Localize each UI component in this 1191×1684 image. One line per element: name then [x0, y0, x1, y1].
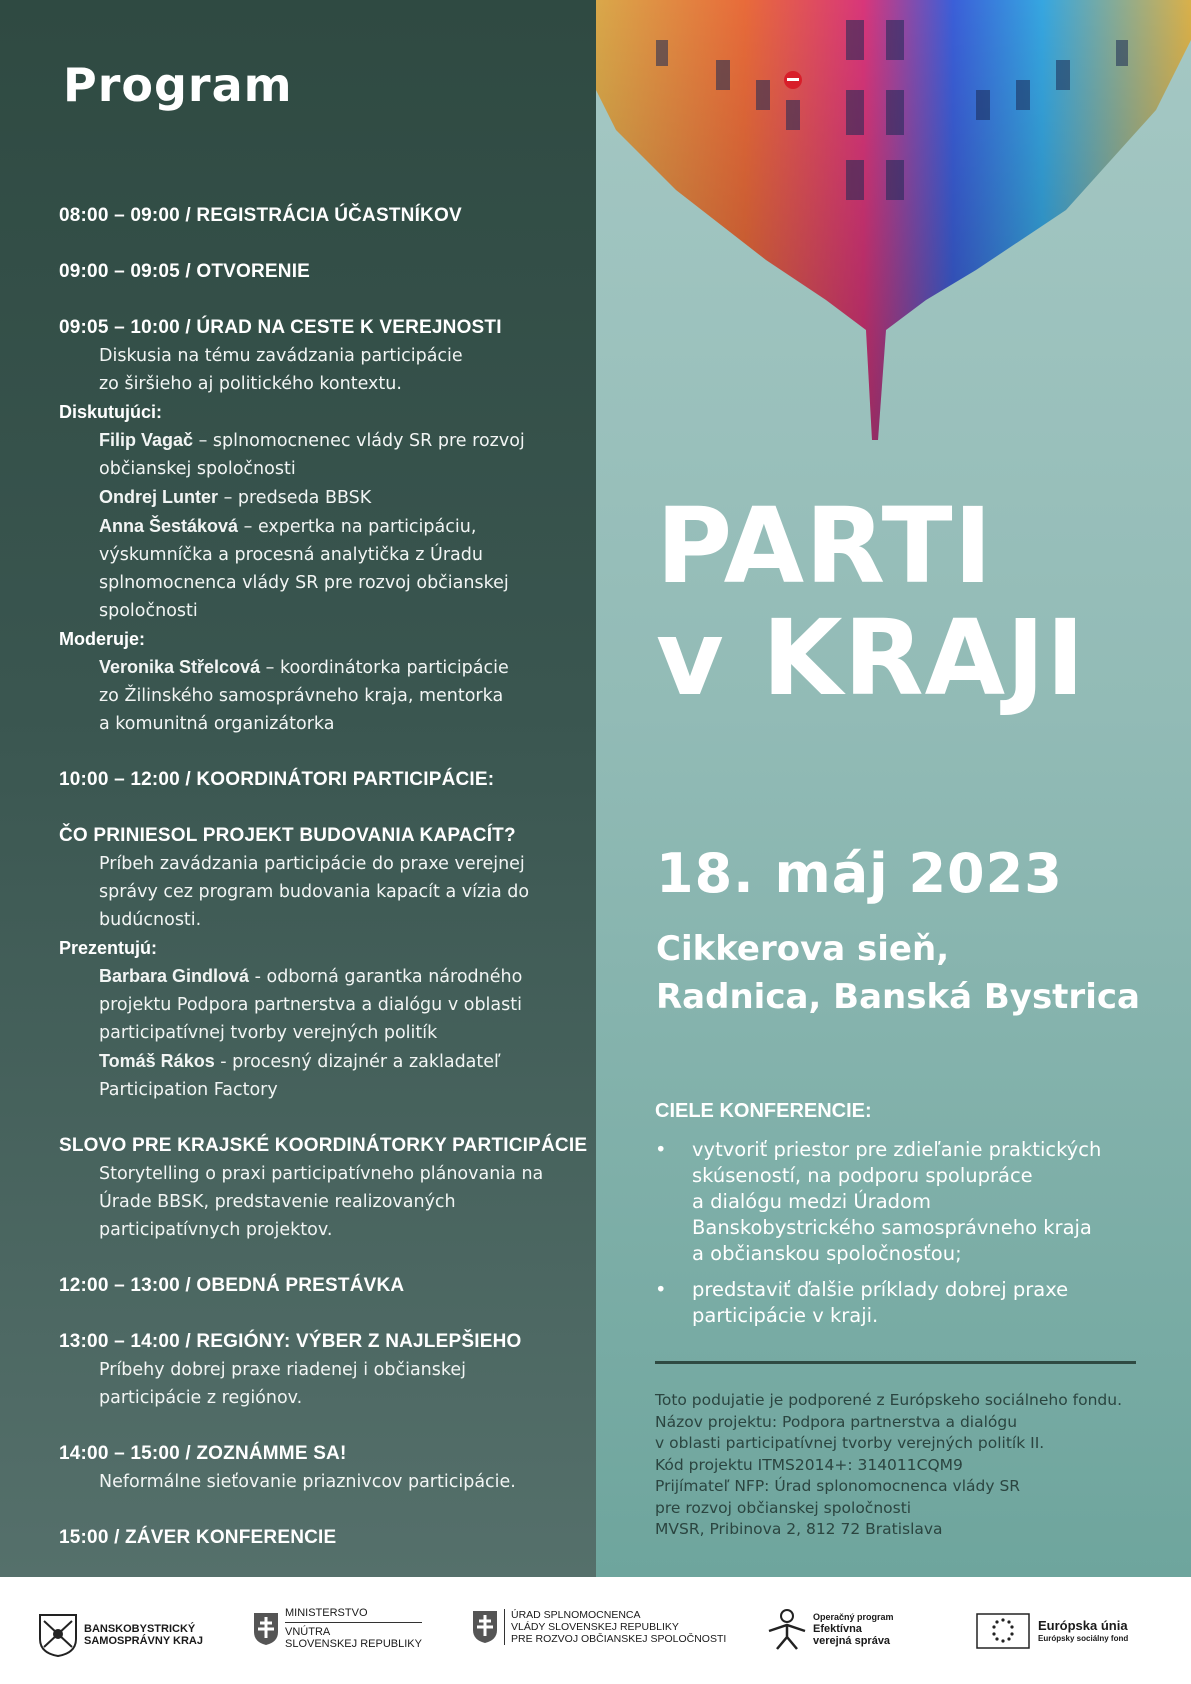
- person-line: [99, 710, 579, 738]
- role-label: Prezentujú:: [59, 938, 158, 958]
- description-line: participatívnych projektov.: [99, 1220, 333, 1240]
- goal-line: vytvoriť priestor pre zdieľanie praktických: [692, 1138, 1102, 1161]
- description-line: zo širšieho aj politického kontextu.: [99, 374, 402, 394]
- person-role: a komunitná organizátorka: [99, 714, 335, 734]
- ministry-logo-line-3: SLOVENSKEJ REPUBLIKY: [285, 1638, 422, 1650]
- funding-line: MVSR, Pribinova 2, 812 72 Bratislava: [655, 1520, 943, 1538]
- goals-title: CIELE KONFERENCIE:: [655, 1100, 872, 1122]
- role-label: Moderuje:: [59, 629, 146, 649]
- program-item-heading: 14:00 – 15:00 / ZOZNÁMME SA!: [59, 1443, 347, 1464]
- program-item-heading: SLOVO PRE KRAJSKÉ KOORDINÁTORKY PARTICIPÁCIE: [59, 1135, 588, 1156]
- program-item-heading: 13:00 – 14:00 / REGIÓNY: VÝBER Z NAJLEPŠIEHO: [59, 1331, 522, 1352]
- person-role: participatívnej tvorby verejných politík: [99, 1023, 438, 1043]
- event-date: 18. máj 2023: [656, 842, 1063, 905]
- eu-logo: [976, 1613, 1128, 1649]
- program-item: [59, 258, 579, 286]
- person-name: Ondrej Lunter: [99, 487, 219, 507]
- goal-item: [655, 1277, 1175, 1329]
- program-item-heading: 09:05 – 10:00 / ÚRAD NA CESTE K VEREJNOSTI: [59, 317, 502, 338]
- urad-logo-line-2: VLÁDY SLOVENSKEJ REPUBLIKY: [511, 1621, 679, 1633]
- goal-line: predstaviť ďalšie príklady dobrej praxe: [692, 1278, 1069, 1301]
- person-name: Barbara Gindlová: [99, 966, 250, 986]
- partner-logos: [0, 1577, 1191, 1684]
- program-item: [59, 1272, 579, 1300]
- slovak-cross-icon: [253, 1612, 279, 1646]
- event-title: [656, 485, 1086, 719]
- description-line: Neformálne sieťovanie priaznivcov participácie.: [99, 1472, 516, 1492]
- people-list: [59, 426, 579, 625]
- person-line: [99, 541, 579, 569]
- goal-line: a dialógu medzi Úradom: [692, 1190, 931, 1213]
- person-line: [99, 512, 579, 541]
- person-line: [99, 682, 579, 710]
- program-item-heading: 12:00 – 13:00 / OBEDNÁ PRESTÁVKA: [59, 1275, 405, 1296]
- person-role: spoločnosti: [99, 601, 198, 621]
- op-logo-line-3: verejná správa: [813, 1635, 891, 1647]
- goal-line: a občianskou spoločnosťou;: [692, 1242, 962, 1265]
- program-item-heading: 09:00 – 09:05 / OTVORENIE: [59, 261, 311, 282]
- person-name: Tomáš Rákos: [99, 1051, 215, 1071]
- program-item-heading: 10:00 – 12:00 / KOORDINÁTORI PARTICIPÁCIE:: [59, 769, 495, 790]
- person-line: [99, 426, 579, 455]
- eu-logo-line-2: Európsky sociálny fond: [1038, 1634, 1129, 1643]
- person-line: [99, 1019, 579, 1047]
- description-line: participácie z regiónov.: [99, 1388, 303, 1408]
- person-role: výskumníčka a procesná analytička z Úradu: [99, 545, 483, 565]
- program-item: [59, 314, 579, 738]
- urad-logo-line-3: PRE ROZVOJ OBČIANSKEJ SPOLOČNOSTI: [511, 1633, 727, 1645]
- funding-line: v oblasti participatívnej tvorby verejných politík II.: [655, 1434, 1045, 1452]
- program-item: [59, 1440, 579, 1496]
- description-line: Príbehy dobrej praxe riadenej i občianskej: [99, 1360, 467, 1380]
- person-name: Anna Šestáková: [99, 516, 239, 536]
- program-item-description: [59, 1468, 579, 1496]
- program-item: [59, 766, 579, 794]
- person-role: – expertka na participáciu,: [238, 517, 477, 537]
- person-role: – predseda BBSK: [218, 488, 372, 508]
- description-line: správy cez program budovania kapacít a vízia do: [99, 882, 530, 902]
- person-line: [99, 483, 579, 512]
- funding-line: Prijímateľ NFP: Úrad splonomocnenca vlády SR: [655, 1477, 1021, 1495]
- program-item: [59, 1328, 579, 1412]
- description-line: Príbeh zavádzania participácie do praxe verejnej: [99, 854, 525, 874]
- person-role: splnomocnenca vlády SR pre rozvoj občianskej: [99, 573, 509, 593]
- goal-line: participácie v kraji.: [692, 1304, 879, 1327]
- person-line: [99, 653, 579, 682]
- venue-line-1: Cikkerova sieň,: [656, 929, 950, 969]
- people-list: [59, 653, 579, 738]
- funding-info: [655, 1390, 1175, 1541]
- ministry-logo-line-2: VNÚTRA: [285, 1626, 331, 1638]
- bbsk-logo: [38, 1613, 203, 1657]
- urad-splnomocnenca-logo: [472, 1609, 726, 1645]
- program-item-description: [59, 342, 579, 398]
- program-item-heading: 15:00 / ZÁVER KONFERENCIE: [59, 1527, 337, 1548]
- op-figure-icon: [765, 1607, 809, 1651]
- operational-program-logo: [765, 1607, 894, 1651]
- program-item-description: [59, 1356, 579, 1412]
- program-item: [59, 1132, 588, 1244]
- person-role: občianskej spoločnosti: [99, 459, 296, 479]
- description-line: Úrade BBSK, predstavenie realizovaných: [99, 1192, 456, 1212]
- person-role: – koordinátorka participácie: [260, 658, 509, 678]
- person-line: [99, 569, 579, 597]
- person-role: Participation Factory: [99, 1080, 278, 1100]
- goal-item: [655, 1137, 1175, 1267]
- divider: [655, 1361, 1136, 1364]
- eu-logo-line-1: Európska únia: [1038, 1618, 1128, 1633]
- program-item-description: [59, 1160, 579, 1244]
- ministry-logo-line-1: MINISTERSTVO: [285, 1607, 368, 1619]
- role-label: Diskutujúci:: [59, 402, 163, 422]
- person-line: [99, 962, 579, 991]
- program-item-heading: 08:00 – 09:00 / REGISTRÁCIA ÚČASTNÍKOV: [59, 205, 462, 226]
- program-title: Program: [63, 58, 293, 112]
- event-panel: [596, 0, 1191, 1577]
- person-role: – splnomocnenec vlády SR pre rozvoj: [193, 431, 525, 451]
- person-role: zo Žilinského samosprávneho kraja, mentorka: [99, 686, 504, 706]
- person-role: projektu Podpora partnerstva a dialógu v oblasti: [99, 995, 522, 1015]
- bullet-icon: •: [655, 1138, 667, 1161]
- person-name: Filip Vagač: [99, 430, 194, 450]
- goal-line: Banskobystrického samosprávneho kraja: [692, 1216, 1092, 1239]
- description-line: budúcnosti.: [99, 910, 202, 930]
- person-line: [99, 991, 579, 1019]
- bbsk-logo-line-2: SAMOSPRÁVNY KRAJ: [84, 1635, 203, 1647]
- event-title-line-1: PARTI: [656, 485, 994, 607]
- description-line: Diskusia na tému zavádzania participácie: [99, 346, 463, 366]
- program-item: [59, 822, 579, 1104]
- person-role: - odborná garantka národného: [249, 967, 523, 987]
- slovak-cross-icon: [472, 1610, 498, 1644]
- event-title-line-2: v KRAJI: [656, 597, 1086, 719]
- person-role: - procesný dizajnér a zakladateľ: [214, 1052, 501, 1072]
- building-reflection-image: [596, 0, 1191, 440]
- event-venue: [656, 925, 1140, 1021]
- program-item-heading: ČO PRINIESOL PROJEKT BUDOVANIA KAPACÍT?: [59, 825, 516, 846]
- op-logo-line-2: Efektívna: [813, 1623, 862, 1635]
- program-panel: [0, 0, 596, 1577]
- urad-logo-line-1: ÚRAD SPLNOMOCNENCA: [511, 1609, 641, 1621]
- bbsk-logo-line-1: BANSKOBYSTRICKÝ: [84, 1623, 196, 1635]
- people-list: [59, 962, 579, 1104]
- person-line: [99, 1076, 579, 1104]
- ministry-logo: [253, 1607, 422, 1650]
- goal-line: skúseností, na podporu spolupráce: [692, 1164, 1033, 1187]
- person-name: Veronika Střelcová: [99, 657, 261, 677]
- program-list: [59, 202, 588, 1580]
- op-logo-line-1: Operačný program: [813, 1612, 894, 1622]
- person-line: [99, 1047, 579, 1076]
- program-item: [59, 202, 579, 230]
- person-line: [99, 455, 579, 483]
- eu-flag-icon: [976, 1613, 1030, 1649]
- program-item-description: [59, 850, 579, 934]
- bbsk-coat-of-arms-icon: [38, 1613, 78, 1657]
- funding-line: Názov projektu: Podpora partnerstva a dialógu: [655, 1412, 1018, 1431]
- program-item: [59, 1524, 579, 1552]
- goals-list: [655, 1137, 1175, 1339]
- venue-line-2: Radnica, Banská Bystrica: [656, 977, 1140, 1017]
- bullet-icon: •: [655, 1278, 667, 1301]
- description-line: Storytelling o praxi participatívneho plánovania na: [99, 1164, 544, 1184]
- funding-line: pre rozvoj občianskej spoločnosti: [655, 1498, 912, 1517]
- funding-line: Toto podujatie je podporené z Európskeho sociálneho fondu.: [655, 1391, 1122, 1409]
- person-line: [99, 597, 579, 625]
- funding-line: Kód projektu ITMS2014+: 314011CQM9: [655, 1455, 963, 1474]
